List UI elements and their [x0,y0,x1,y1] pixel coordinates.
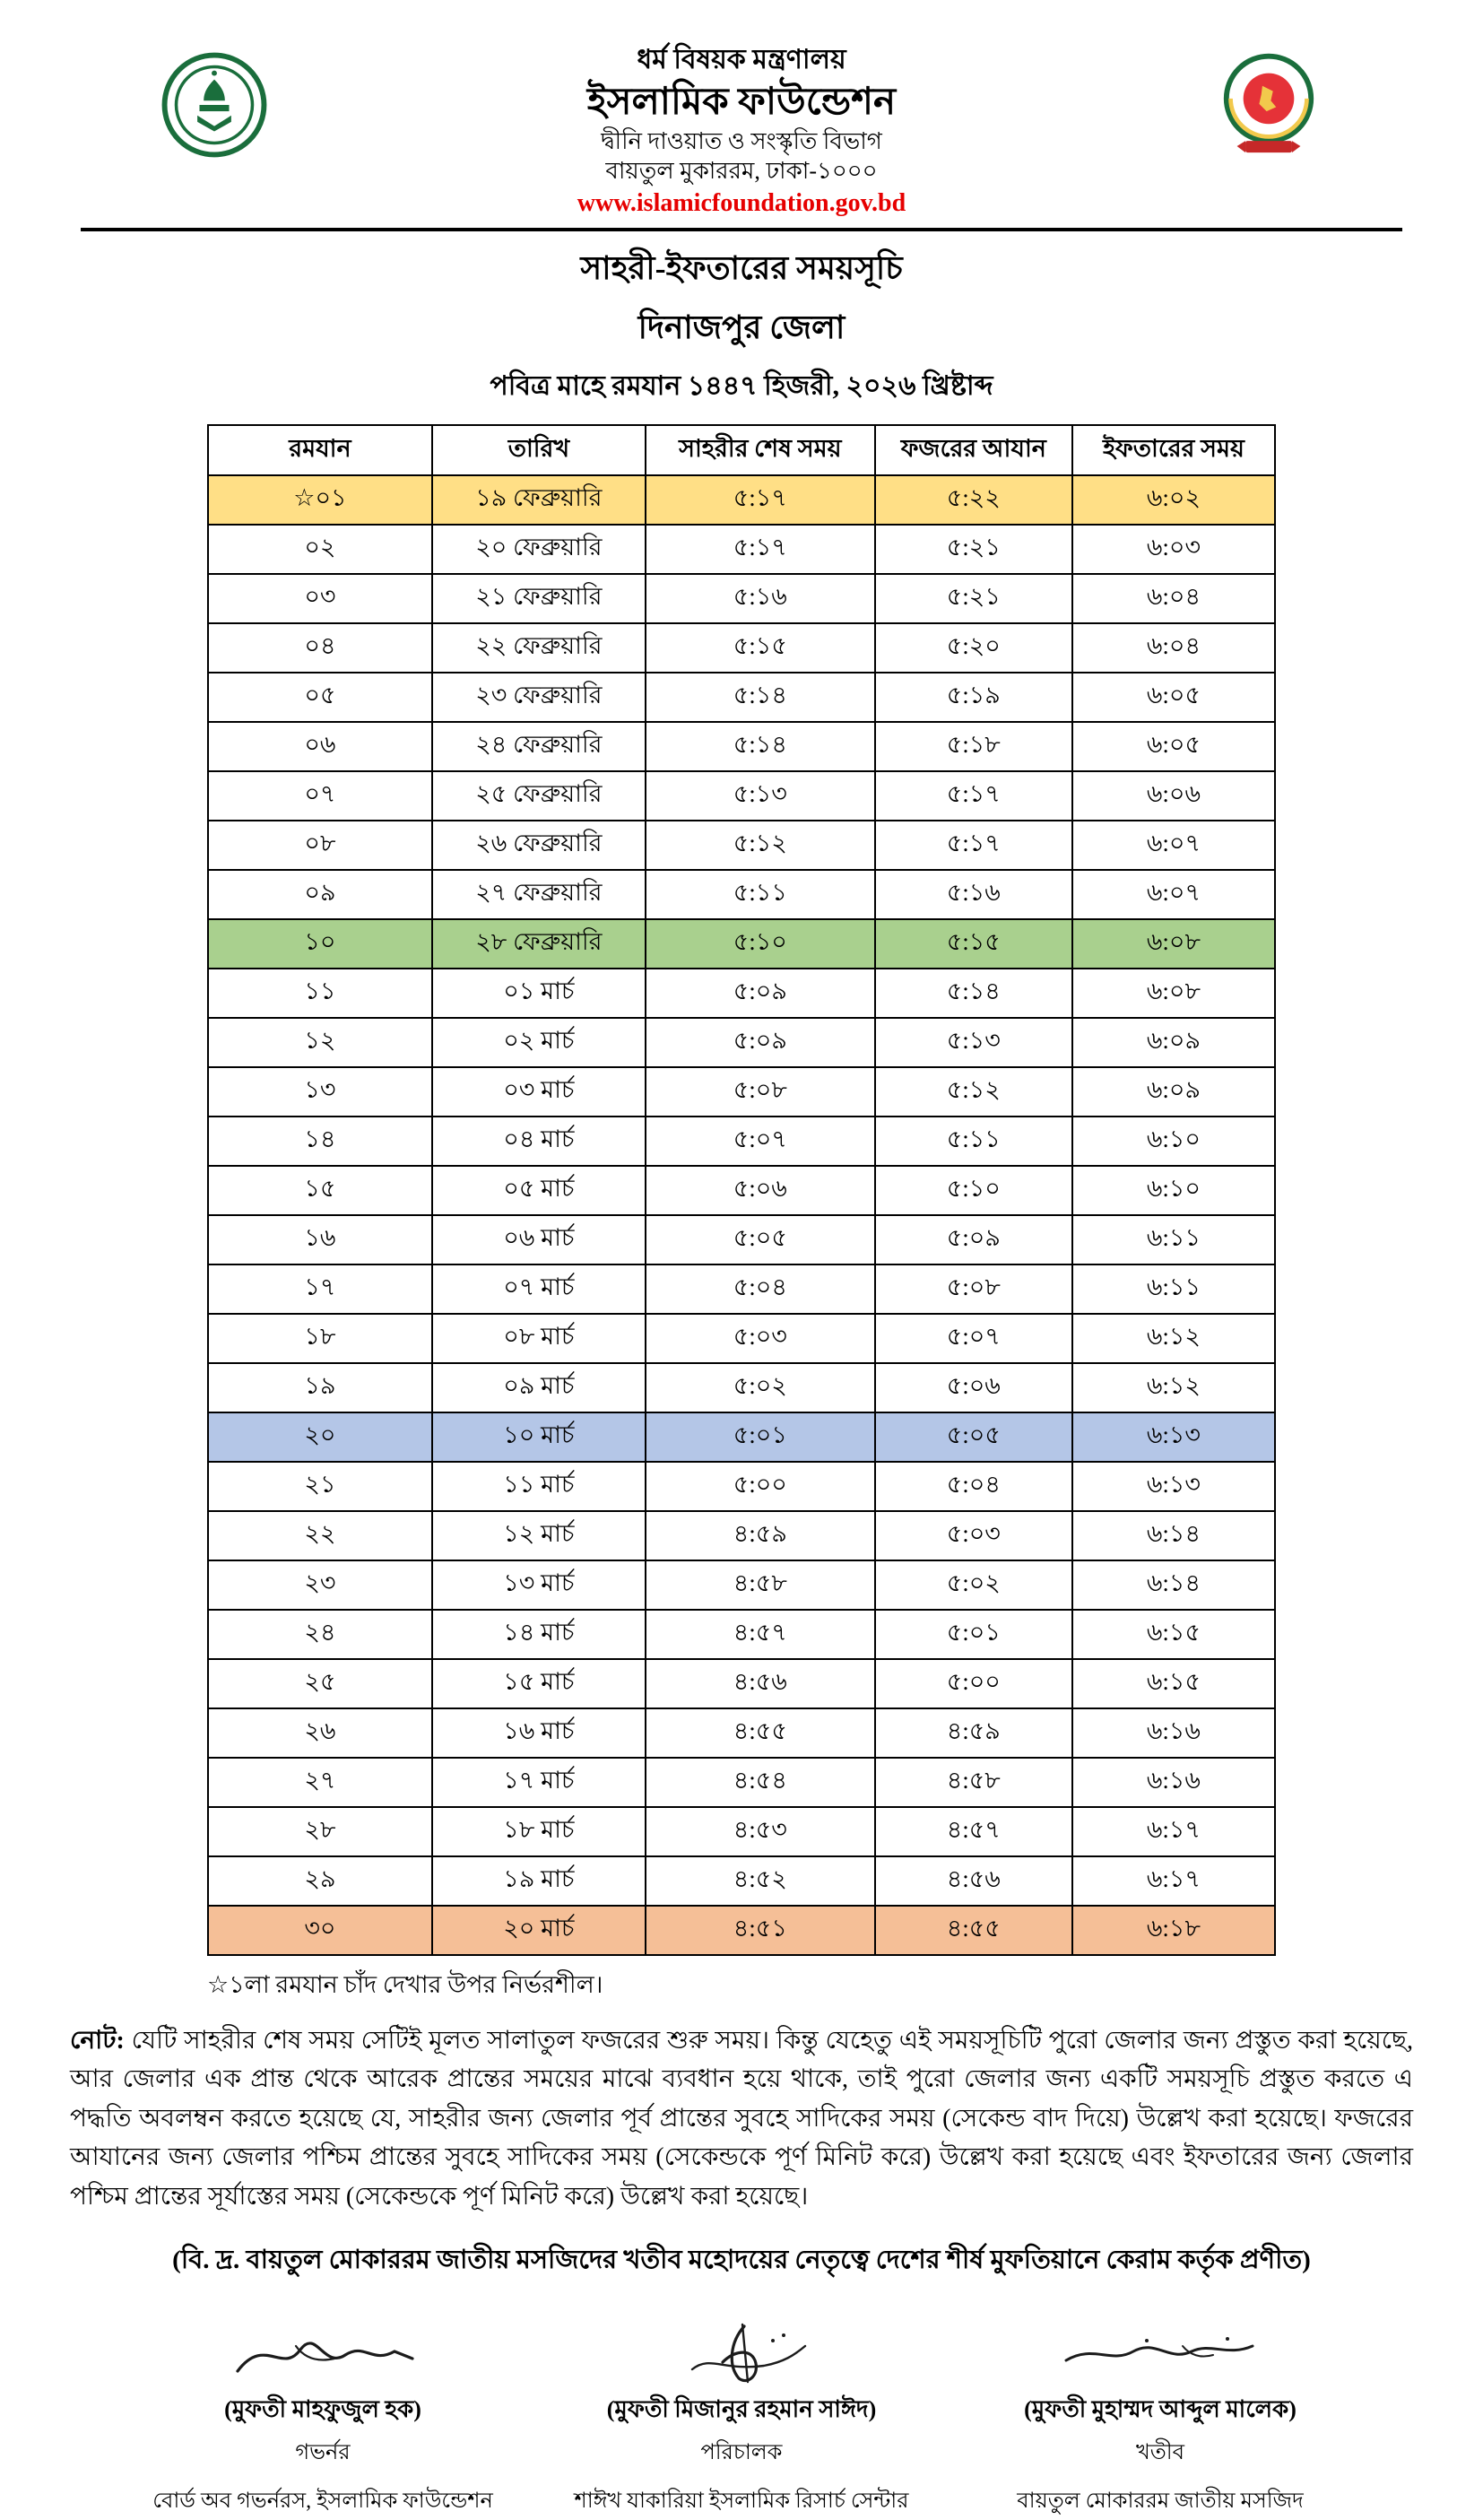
cell-date: ০১ মার্চ [432,969,646,1018]
islamic-foundation-logo [161,52,267,158]
islamic-foundation-logo-graphic [161,52,267,158]
cell-ramadan-day: ১০ [208,919,432,969]
cell-sehri-time: ৪:৫৫ [646,1708,875,1758]
signature-block-governor [126,2314,520,2520]
header-text [267,43,1216,219]
cell-date: ১৯ ফেব্রুয়ারি [432,475,646,525]
cell-date: ০৬ মার্চ [432,1215,646,1264]
cell-fajr-azan: ৫:১৪ [875,969,1072,1018]
signatory-role: পরিচালক [700,2440,783,2464]
cell-fajr-azan: ৫:০৫ [875,1412,1072,1462]
cell-date: ০২ মার্চ [432,1018,646,1067]
cell-fajr-azan: ৫:০১ [875,1610,1072,1659]
cell-ramadan-day: ৩০ [208,1906,432,1955]
cell-ramadan-day: ০৮ [208,821,432,870]
cell-fajr-azan: ৫:১৯ [875,673,1072,722]
cell-sehri-time: ৫:১২ [646,821,875,870]
bangladesh-govt-logo [1216,52,1322,158]
cell-ramadan-day: ২৫ [208,1659,432,1708]
cell-fajr-azan: ৫:১৭ [875,771,1072,821]
cell-sehri-time: ৫:১৭ [646,475,875,525]
cell-date: ২৬ ফেব্রুয়ারি [432,821,646,870]
cell-fajr-azan: ৪:৫৬ [875,1856,1072,1906]
note [70,2021,1413,2216]
cell-iftar-time: ৬:১৭ [1072,1807,1275,1856]
note-label: নোট: [70,2027,125,2055]
cell-ramadan-day: ০৩ [208,574,432,623]
signatory-name: (মুফতী মিজানুর রহমান সাঈদ) [606,2395,877,2422]
table-row [208,1462,1275,1511]
cell-fajr-azan: ৫:০২ [875,1560,1072,1610]
cell-iftar-time: ৬:০৪ [1072,623,1275,673]
cell-fajr-azan: ৫:২১ [875,574,1072,623]
table-row [208,1264,1275,1314]
cell-iftar-time: ৬:১৫ [1072,1659,1275,1708]
cell-ramadan-day: ১৮ [208,1314,432,1363]
cell-ramadan-day: ২৬ [208,1708,432,1758]
cell-fajr-azan: ৪:৫৫ [875,1906,1072,1955]
cell-date: ১৬ মার্চ [432,1708,646,1758]
cell-ramadan-day: ০৬ [208,722,432,771]
cell-iftar-time: ৬:১১ [1072,1264,1275,1314]
cell-fajr-azan: ৫:০৪ [875,1462,1072,1511]
cell-fajr-azan: ৪:৫৮ [875,1758,1072,1807]
cell-sehri-time: ৫:০৫ [646,1215,875,1264]
table-row [208,1511,1275,1560]
table-row [208,771,1275,821]
table-row [208,722,1275,771]
ministry-name: ধর্ম বিষয়ক মন্ত্রণালয় [637,45,846,74]
table-row [208,1659,1275,1708]
table-row [208,919,1275,969]
cell-ramadan-day: ☆০১ [208,475,432,525]
cell-iftar-time: ৬:১২ [1072,1363,1275,1412]
cell-date: ২৩ ফেব্রুয়ারি [432,673,646,722]
cell-sehri-time: ৫:০৯ [646,1018,875,1067]
bangladesh-govt-logo-graphic [1216,52,1322,158]
cell-sehri-time: ৫:০৬ [646,1166,875,1215]
cell-date: ২০ মার্চ [432,1906,646,1955]
cell-ramadan-day: ১৭ [208,1264,432,1314]
cell-date: ১৭ মার্চ [432,1758,646,1807]
table-row [208,525,1275,574]
cell-date: ১০ মার্চ [432,1412,646,1462]
signature-scribble-icon [629,2319,854,2389]
cell-date: ২০ ফেব্রুয়ারি [432,525,646,574]
cell-iftar-time: ৬:০৯ [1072,1018,1275,1067]
cell-sehri-time: ৫:০৩ [646,1314,875,1363]
table-row [208,1708,1275,1758]
signatures [63,2314,1420,2520]
page-title: সাহরী-ইফতারের সময়সূচি [580,250,903,286]
cell-ramadan-day: ২৪ [208,1610,432,1659]
cell-ramadan-day: ১৪ [208,1117,432,1166]
signature-image [544,2314,939,2389]
signatory-name: (মুফতী মুহাম্মদ আব্দুল মালেক) [1024,2395,1297,2422]
cell-ramadan-day: ২৯ [208,1856,432,1906]
table-row [208,1412,1275,1462]
cell-fajr-azan: ৫:০৯ [875,1215,1072,1264]
table-row [208,1215,1275,1264]
cell-ramadan-day: ০২ [208,525,432,574]
cell-date: ০৩ মার্চ [432,1067,646,1117]
cell-fajr-azan: ৫:১২ [875,1067,1072,1117]
cell-iftar-time: ৬:১৩ [1072,1412,1275,1462]
cell-iftar-time: ৬:১৪ [1072,1511,1275,1560]
cell-sehri-time: ৫:১৬ [646,574,875,623]
cell-ramadan-day: ০৫ [208,673,432,722]
cell-iftar-time: ৬:১৪ [1072,1560,1275,1610]
signatory-org: শাঈখ যাকারিয়া ইসলামিক রিসার্চ সেন্টার [574,2489,909,2513]
timetable [207,424,1276,1956]
cell-date: ১৪ মার্চ [432,1610,646,1659]
cell-iftar-time: ৬:০৯ [1072,1067,1275,1117]
cell-iftar-time: ৬:০৩ [1072,525,1275,574]
table-row [208,1166,1275,1215]
cell-date: ২৮ ফেব্রুয়ারি [432,919,646,969]
table-row [208,1807,1275,1856]
cell-sehri-time: ৪:৫৮ [646,1560,875,1610]
cell-sehri-time: ৫:০৭ [646,1117,875,1166]
cell-date: ২২ ফেব্রুয়ারি [432,623,646,673]
cell-iftar-time: ৬:১৭ [1072,1856,1275,1906]
subtitle: পবিত্র মাহে রমযান ১৪৪৭ হিজরী, ২০২৬ খ্রিষ্টাব্দ [490,371,993,401]
address-line: বায়তুল মুকাররম, ঢাকা-১০০০ [605,157,878,184]
column-header: সাহরীর শেষ সময় [646,425,875,475]
table-row [208,870,1275,919]
cell-iftar-time: ৬:১১ [1072,1215,1275,1264]
cell-ramadan-day: ১৯ [208,1363,432,1412]
district-title: দিনাজপুর জেলা [637,309,846,345]
cell-fajr-azan: ৫:১১ [875,1117,1072,1166]
cell-iftar-time: ৬:১৩ [1072,1462,1275,1511]
cell-sehri-time: ৫:১৪ [646,722,875,771]
timetable-header-row [208,425,1275,475]
cell-sehri-time: ৫:০২ [646,1363,875,1412]
table-row [208,1067,1275,1117]
table-row [208,1018,1275,1067]
cell-date: ১২ মার্চ [432,1511,646,1560]
signature-image [126,2314,520,2389]
cell-iftar-time: ৬:০৭ [1072,870,1275,919]
signatory-org: বায়তুল মোকাররম জাতীয় মসজিদ [1017,2489,1304,2513]
cell-iftar-time: ৬:০৫ [1072,722,1275,771]
cell-sehri-time: ৫:০৮ [646,1067,875,1117]
table-row [208,1856,1275,1906]
cell-sehri-time: ৫:১৭ [646,525,875,574]
cell-iftar-time: ৬:০৬ [1072,771,1275,821]
table-row [208,821,1275,870]
column-header: ফজরের আযান [875,425,1072,475]
signature-block-director [544,2314,939,2520]
cell-date: ০৭ মার্চ [432,1264,646,1314]
cell-sehri-time: ৪:৫৬ [646,1659,875,1708]
header-divider [81,228,1402,231]
cell-sehri-time: ৫:০৪ [646,1264,875,1314]
cell-fajr-azan: ৫:২২ [875,475,1072,525]
cell-fajr-azan: ৫:১৮ [875,722,1072,771]
cell-date: ০৮ মার্চ [432,1314,646,1363]
cell-date: ১৩ মার্চ [432,1560,646,1610]
cell-ramadan-day: ১৬ [208,1215,432,1264]
cell-fajr-azan: ৪:৫৭ [875,1807,1072,1856]
table-row [208,1758,1275,1807]
cell-sehri-time: ৫:১৪ [646,673,875,722]
cell-sehri-time: ৪:৫২ [646,1856,875,1906]
signature-scribble-icon [211,2319,435,2389]
signatory-role: গভর্নর [295,2440,351,2464]
cell-iftar-time: ৬:১০ [1072,1166,1275,1215]
timetable-body [208,475,1275,1955]
cell-date: ২৫ ফেব্রুয়ারি [432,771,646,821]
cell-iftar-time: ৬:১৮ [1072,1906,1275,1955]
cell-fajr-azan: ৫:০৮ [875,1264,1072,1314]
table-row [208,1906,1275,1955]
cell-ramadan-day: ২৩ [208,1560,432,1610]
cell-ramadan-day: ০৭ [208,771,432,821]
cell-iftar-time: ৬:০২ [1072,475,1275,525]
cell-fajr-azan: ৫:২১ [875,525,1072,574]
cell-fajr-azan: ৫:০০ [875,1659,1072,1708]
signature-scribble-icon [1048,2319,1272,2389]
cell-date: ০৫ মার্চ [432,1166,646,1215]
cell-iftar-time: ৬:১৬ [1072,1708,1275,1758]
cell-iftar-time: ৬:০৭ [1072,821,1275,870]
signatory-name: (মুফতী মাহফুজুল হক) [224,2395,421,2422]
cell-date: ১৯ মার্চ [432,1856,646,1906]
cell-date: ১৫ মার্চ [432,1659,646,1708]
cell-fajr-azan: ৫:১০ [875,1166,1072,1215]
cell-ramadan-day: ২৮ [208,1807,432,1856]
column-header: ইফতারের সময় [1072,425,1275,475]
cell-ramadan-day: ১১ [208,969,432,1018]
cell-fajr-azan: ৫:০৬ [875,1363,1072,1412]
signatory-role: খতীব [1136,2440,1184,2464]
table-row [208,1560,1275,1610]
column-header: তারিখ [432,425,646,475]
table-row [208,623,1275,673]
foundation-name: ইসলামিক ফাউন্ডেশন [586,81,897,123]
cell-iftar-time: ৬:০৪ [1072,574,1275,623]
table-row [208,673,1275,722]
cell-fajr-azan: ৪:৫৯ [875,1708,1072,1758]
cell-sehri-time: ৪:৫১ [646,1906,875,1955]
signature-block-khatib [963,2314,1357,2520]
cell-iftar-time: ৬:১৫ [1072,1610,1275,1659]
cell-iftar-time: ৬:০৮ [1072,919,1275,969]
cell-sehri-time: ৪:৫৭ [646,1610,875,1659]
cell-ramadan-day: ২১ [208,1462,432,1511]
signatory-org: বোর্ড অব গভর্নরস, ইসলামিক ফাউন্ডেশন [152,2489,493,2513]
cell-sehri-time: ৪:৫৪ [646,1758,875,1807]
table-row [208,1363,1275,1412]
cell-ramadan-day: ০৪ [208,623,432,673]
cell-date: ২১ ফেব্রুয়ারি [432,574,646,623]
cell-sehri-time: ৪:৫৩ [646,1807,875,1856]
table-row [208,1314,1275,1363]
cell-iftar-time: ৬:১২ [1072,1314,1275,1363]
cell-ramadan-day: ২২ [208,1511,432,1560]
table-row [208,1117,1275,1166]
cell-fajr-azan: ৫:১৭ [875,821,1072,870]
cell-sehri-time: ৫:১১ [646,870,875,919]
credit-line: (বি. দ্র. বায়তুল মোকাররম জাতীয় মসজিদের খতীব মহোদয়ের নেতৃত্বে দেশের শীর্ষ মুফতিয়ানে কেরাম কর্তৃক প্রণীত) [172,2245,1311,2274]
cell-fajr-azan: ৫:১৫ [875,919,1072,969]
cell-ramadan-day: ০৯ [208,870,432,919]
cell-iftar-time: ৬:১৬ [1072,1758,1275,1807]
cell-fajr-azan: ৫:০৩ [875,1511,1072,1560]
note-text: যেটি সাহরীর শেষ সময় সেটিই মূলত সালাতুল ফজরের শুরু সময়। কিন্তু যেহেতু এই সময়সূচিটি পুরো জেলার জন্য প্রস্তুত করা হয়েছে, আর জেলার এক প্রান্ত থেকে আরেক প্রান্তের সময়ের মাঝে ব্যবধান হয়ে থাকে, তাই পুরো জেলার জন্য একটি সময়সূচি প্রস্তুত করতে এ পদ্ধতি অবলম্বন করতে হয়েছে যে, সাহরীর জন্য জেলার পূর্ব প্রান্তের সুবহে সাদিকের সময় (সেকেন্ড বাদ দিয়ে) উল্লেখ করা হয়েছে। ফজরের আযানের জন্য জেলার পশ্চিম প্রান্তের সুবহে সাদিকের সময় (সেকেন্ডকে পূর্ণ মিনিট করে) উল্লেখ করা হয়েছে এবং ইফতারের জন্য জেলার পশ্চিম প্রান্তের সূর্যাস্তের সময় (সেকেন্ডকে পূর্ণ মিনিট করে) উল্লেখ করা হয়েছে। [70,2027,1413,2211]
cell-date: ১৮ মার্চ [432,1807,646,1856]
table-row [208,1610,1275,1659]
website-link[interactable]: www.islamicfoundation.gov.bd [577,189,906,217]
cell-date: ২৭ ফেব্রুয়ারি [432,870,646,919]
cell-sehri-time: ৫:১০ [646,919,875,969]
moon-footnote: ☆১লা রমযান চাঁদ দেখার উপর নির্ভরশীল। [207,1971,603,1998]
cell-fajr-azan: ৫:১৩ [875,1018,1072,1067]
cell-date: ১১ মার্চ [432,1462,646,1511]
cell-sehri-time: ৫:১৩ [646,771,875,821]
cell-fajr-azan: ৫:১৬ [875,870,1072,919]
table-row [208,969,1275,1018]
division-name: দ্বীনি দাওয়াত ও সংস্কৃতি বিভাগ [601,128,882,154]
signature-image [963,2314,1357,2389]
cell-ramadan-day: ২৭ [208,1758,432,1807]
cell-sehri-time: ৫:১৫ [646,623,875,673]
cell-fajr-azan: ৫:২০ [875,623,1072,673]
cell-sehri-time: ৫:০১ [646,1412,875,1462]
cell-ramadan-day: ১২ [208,1018,432,1067]
cell-sehri-time: ৫:০৯ [646,969,875,1018]
cell-iftar-time: ৬:০৮ [1072,969,1275,1018]
cell-sehri-time: ৫:০০ [646,1462,875,1511]
header [63,43,1420,219]
table-row [208,574,1275,623]
cell-ramadan-day: ২০ [208,1412,432,1462]
cell-fajr-azan: ৫:০৭ [875,1314,1072,1363]
cell-iftar-time: ৬:০৫ [1072,673,1275,722]
cell-ramadan-day: ১৩ [208,1067,432,1117]
cell-iftar-time: ৬:১০ [1072,1117,1275,1166]
table-row [208,475,1275,525]
cell-date: ০৪ মার্চ [432,1117,646,1166]
column-header: রমযান [208,425,432,475]
cell-date: ০৯ মার্চ [432,1363,646,1412]
cell-ramadan-day: ১৫ [208,1166,432,1215]
cell-sehri-time: ৪:৫৯ [646,1511,875,1560]
cell-date: ২৪ ফেব্রুয়ারি [432,722,646,771]
